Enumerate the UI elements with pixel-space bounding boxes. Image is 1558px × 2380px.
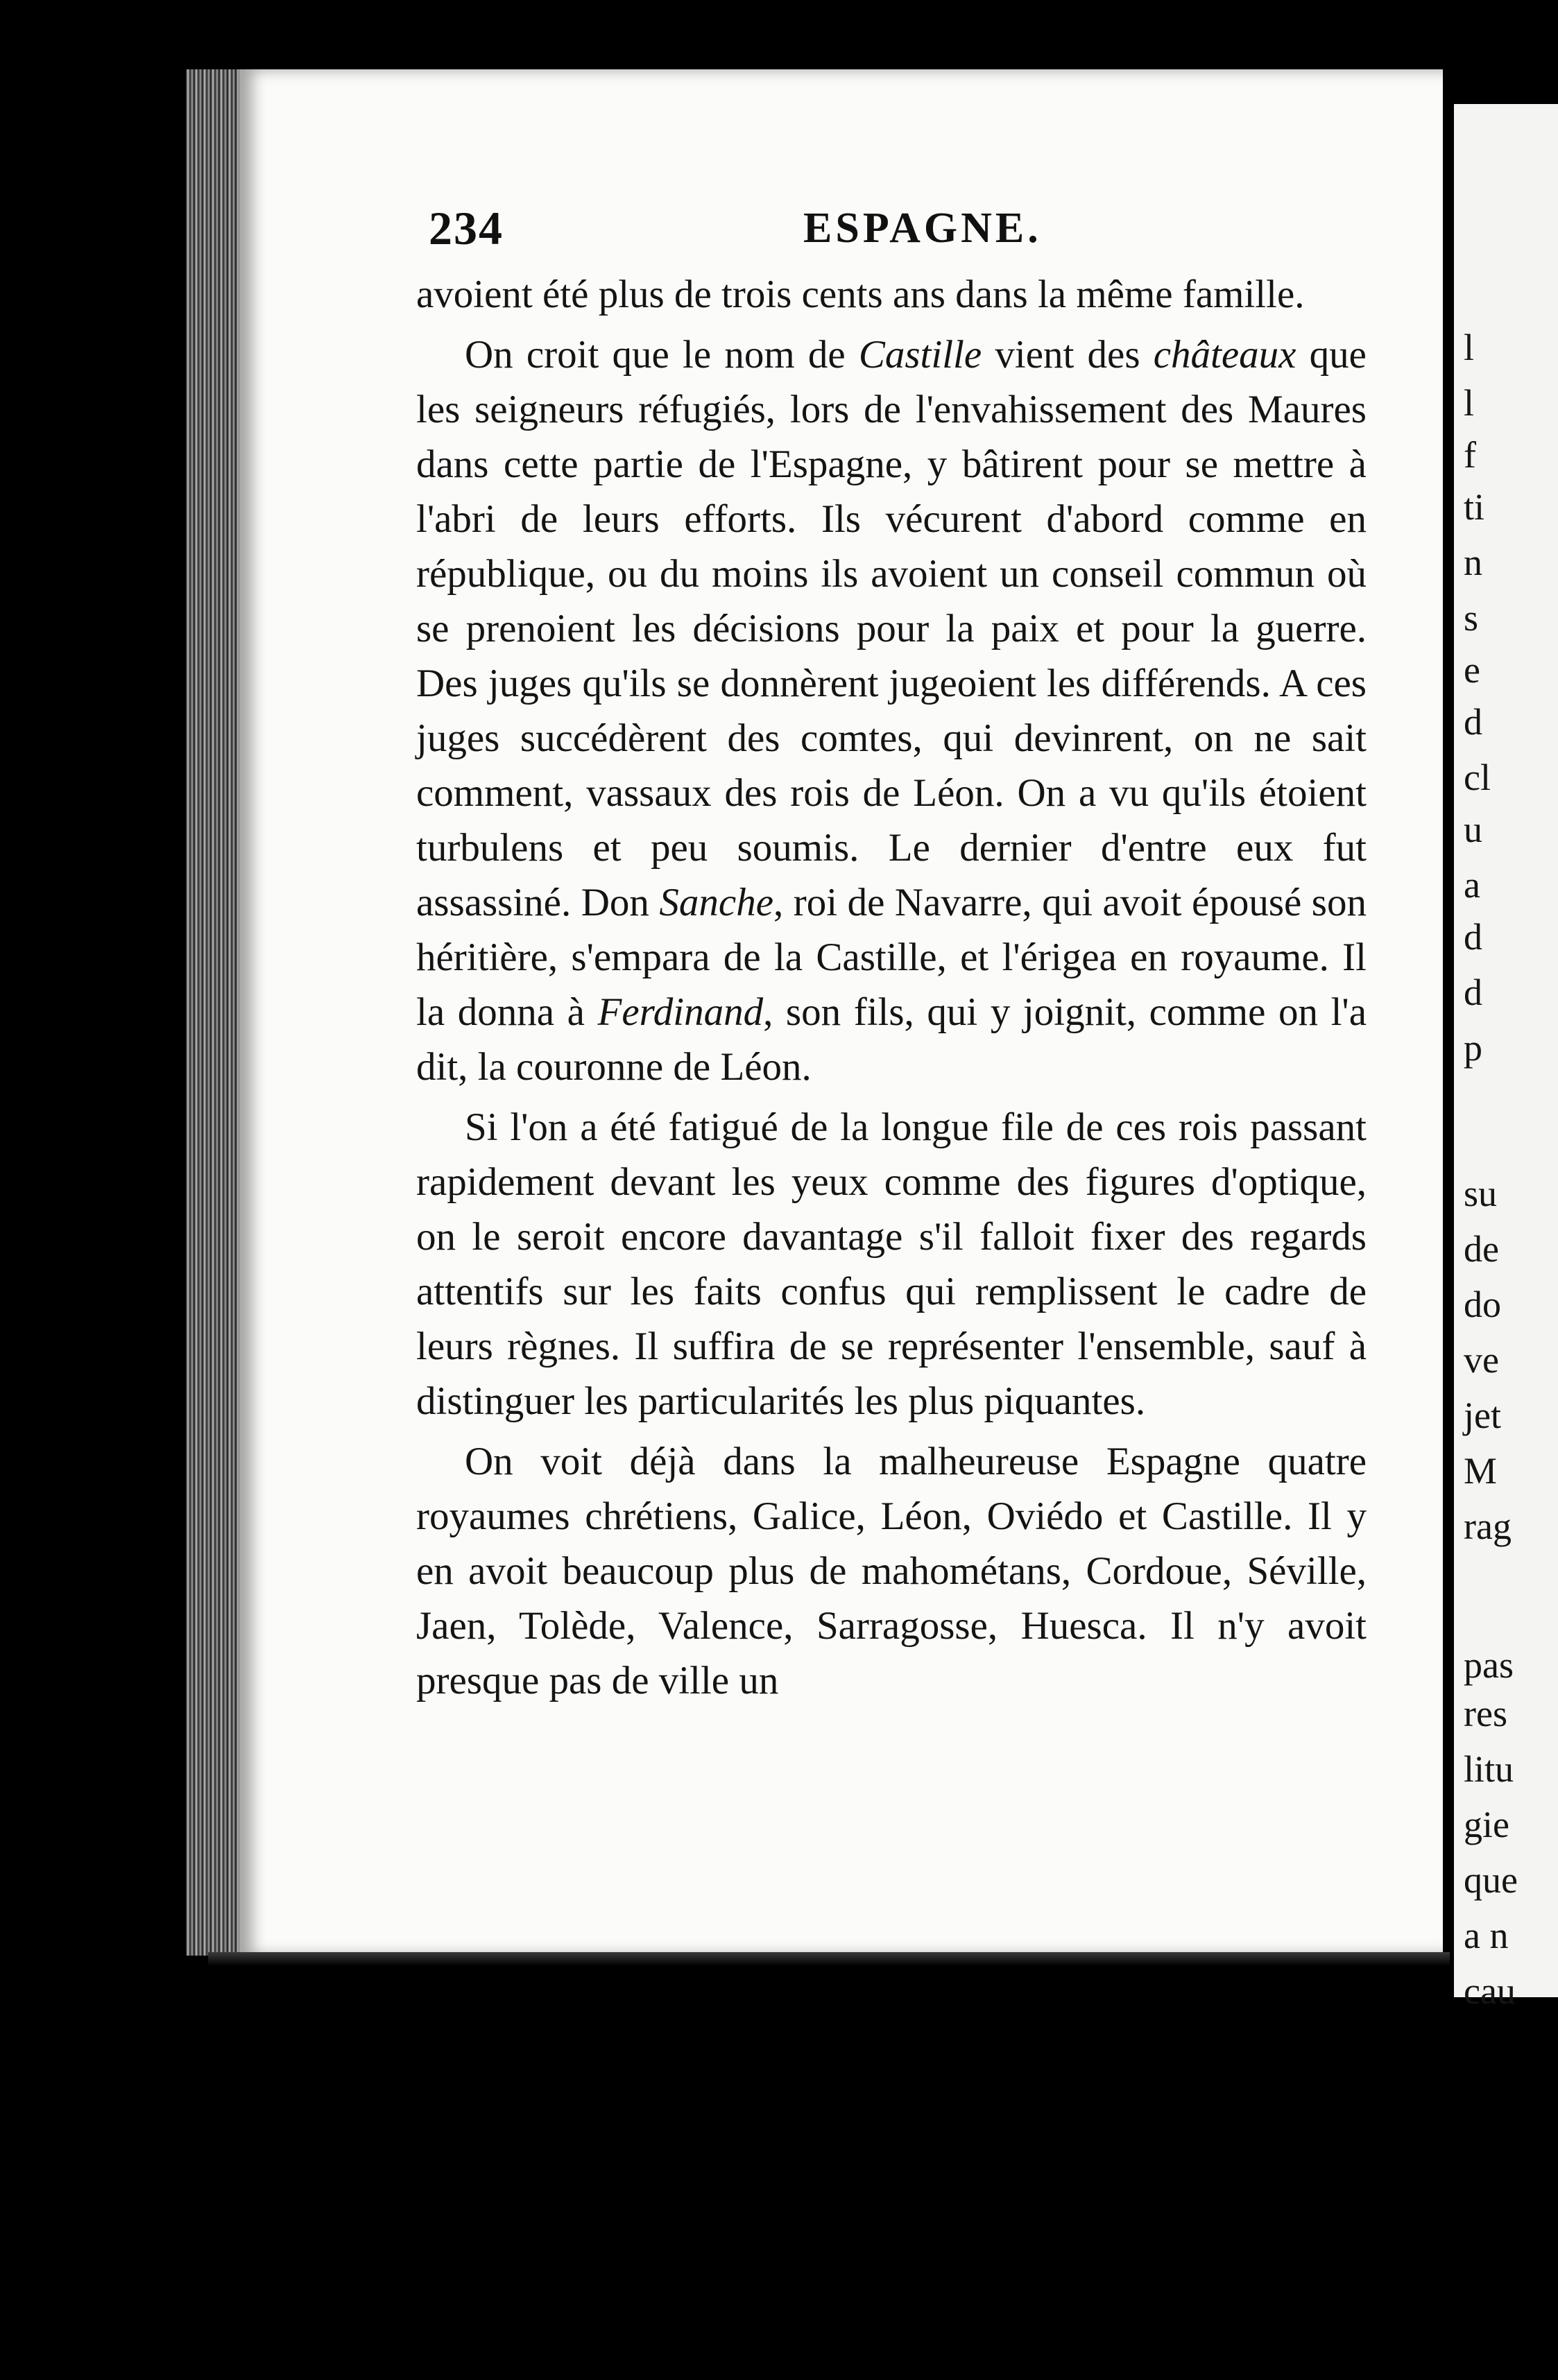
paragraph bbox=[416, 327, 1367, 1094]
next-page-fragment: d bbox=[1464, 972, 1482, 1013]
paragraph bbox=[416, 1100, 1367, 1429]
running-title: ESPAGNE. bbox=[803, 205, 1042, 252]
text-run: On croit que le nom de bbox=[465, 333, 859, 377]
next-page-fragment: rag bbox=[1464, 1506, 1512, 1547]
next-page-fragment: do bbox=[1464, 1284, 1501, 1325]
italic-term: Sanche bbox=[659, 881, 774, 924]
page-edge-shadow bbox=[208, 1952, 1450, 1966]
next-page-fragment: ti bbox=[1464, 486, 1485, 528]
italic-term: Ferdinand bbox=[597, 990, 764, 1034]
next-page-fragment: gie bbox=[1464, 1804, 1509, 1845]
next-page-fragment: jet bbox=[1464, 1395, 1501, 1436]
next-page-fragment: M bbox=[1464, 1450, 1498, 1492]
next-page-fragment: a bbox=[1464, 864, 1480, 906]
italic-term: Castille bbox=[858, 333, 982, 377]
text-run: On voit déjà dans la malheureuse Espagne quatre royaumes chrétiens, Galice, Léon, Oviédo et Castille. Il y en avoit beaucoup plus de mahométans, Cordoue, Séville, Jaen, Tolède, Valence, Sarragosse, Huesca. Il n'y avoit presque pas de ville un bbox=[416, 1440, 1367, 1702]
next-page-fragment: p bbox=[1464, 1027, 1482, 1069]
next-page-fragment: f bbox=[1464, 434, 1476, 476]
next-page-fragment: s bbox=[1464, 597, 1479, 639]
next-page-fragment: d bbox=[1464, 916, 1482, 958]
next-page-fragment: l bbox=[1464, 327, 1475, 368]
next-page-fragment: ve bbox=[1464, 1339, 1499, 1381]
next-page-fragment: cl bbox=[1464, 757, 1491, 798]
page-number: 234 bbox=[429, 202, 504, 255]
running-head bbox=[429, 201, 1358, 257]
italic-term: châteaux bbox=[1153, 333, 1296, 377]
body-text bbox=[416, 267, 1367, 1708]
text-run: vient des bbox=[982, 333, 1154, 377]
next-page-fragment: pas bbox=[1464, 1644, 1514, 1686]
paragraph bbox=[416, 1434, 1367, 1708]
text-run: Si l'on a été fatigué de la longue file de ces rois passant rapidement devant les yeux comme des figures d'optique, on le seroit encore davantage s'il falloit fixer des regards attentifs sur les faits confus qui remplissent le cadre de leurs règnes. Il suffira de se représenter l'ensemble, sauf à distinguer les particularités les plus piquantes. bbox=[416, 1105, 1367, 1423]
next-page-fragment: cau bbox=[1464, 1970, 1516, 2012]
next-page-fragment: n bbox=[1464, 542, 1482, 583]
text-run: que les seigneurs réfugiés, lors de l'envahissement des Maures dans cette partie de l'Espagne, y bâtirent pour se mettre à l'abri de leurs efforts. Ils vécurent d'abord comme en république, ou du moins ils avoient un conseil commun où se prenoient les décisions pour la paix et pour la guerre. Des juges qu'ils se donnèrent jugeoient les différends. A ces juges succédèrent des comtes, qui devinrent, on ne sait comment, vassaux des rois de Léon. On a vu qu'ils étoient turbulens et peu soumis. Le dernier d'entre eux fut assassiné. Don bbox=[416, 333, 1367, 924]
text-run: avoient été plus de trois cents ans dans la même famille. bbox=[416, 273, 1305, 316]
next-page-fragment: a n bbox=[1464, 1915, 1509, 1956]
next-page-fragment: u bbox=[1464, 809, 1482, 850]
next-page-fragment: litu bbox=[1464, 1748, 1514, 1790]
paragraph bbox=[416, 267, 1367, 322]
next-page-fragment: res bbox=[1464, 1693, 1507, 1734]
text-run: , son fils, qui y joignit, comme on l'a dit, la couronne de Léon. bbox=[416, 990, 1367, 1089]
next-page-fragment: d bbox=[1464, 701, 1482, 743]
text-run: , roi de Navarre, qui avoit épousé son héritière, s'empara de la Castille, et l'érigea en royaume. Il la donna à bbox=[416, 881, 1367, 1034]
next-page-fragment: su bbox=[1464, 1173, 1498, 1214]
next-page-fragment: que bbox=[1464, 1859, 1518, 1901]
next-page-fragment: de bbox=[1464, 1228, 1499, 1270]
next-page-fragment: e bbox=[1464, 649, 1480, 691]
next-page-fragment: l bbox=[1464, 382, 1475, 424]
